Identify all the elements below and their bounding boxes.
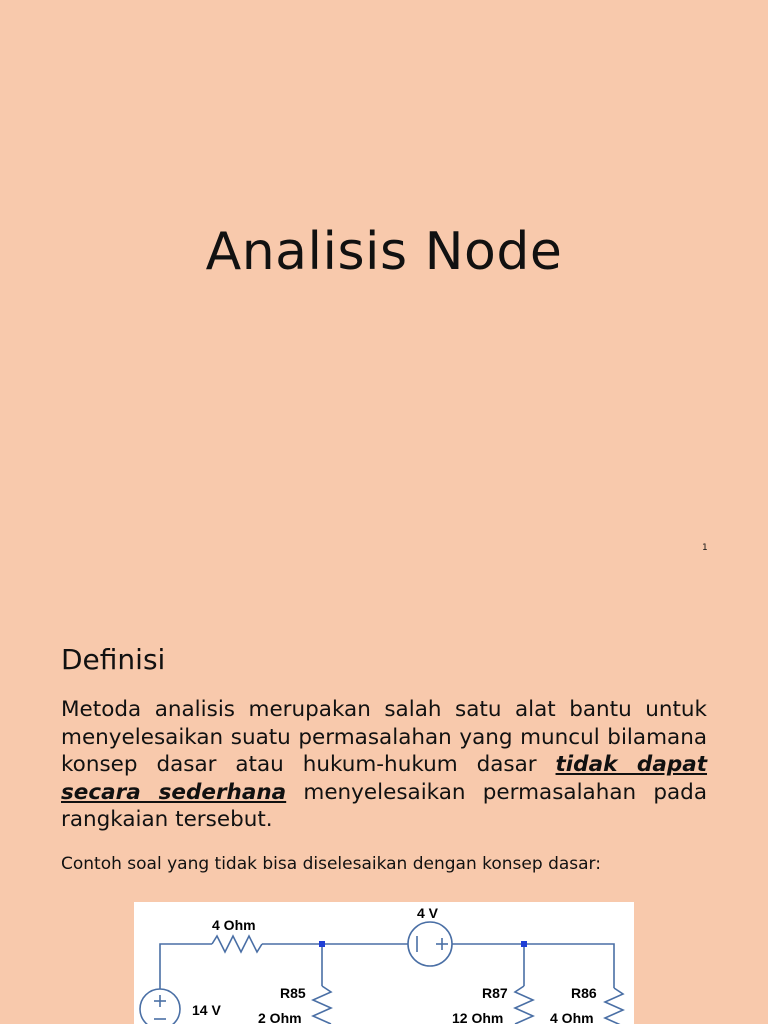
- example-caption: Contoh soal yang tidak bisa diselesaikan dengan konsep dasar:: [61, 854, 601, 874]
- circuit-svg: [134, 902, 634, 1024]
- label-top-source: 4 V: [417, 905, 439, 921]
- circuit-diagram: [134, 902, 634, 1024]
- label-r85-value: 2 Ohm: [258, 1010, 302, 1024]
- paragraph-text-start: Metoda analisis merupakan salah satu alat bantu untuk menyelesaikan suatu permasalahan yang muncul bilamana konsep dasar atau hukum-hukum dasar: [61, 697, 707, 777]
- label-r87-name: R87: [482, 985, 508, 1001]
- label-r85-name: R85: [280, 985, 306, 1001]
- resistor-r87: [515, 986, 533, 1024]
- node-2: [521, 941, 527, 947]
- definition-paragraph: [61, 696, 707, 834]
- resistor-r86: [605, 988, 623, 1024]
- slide-2: [0, 600, 768, 1024]
- label-r86-name: R86: [571, 985, 597, 1001]
- label-left-source: 14 V: [192, 1002, 221, 1018]
- label-r87-value: 12 Ohm: [452, 1010, 504, 1024]
- section-heading: Definisi: [61, 643, 166, 676]
- slide-title: Analisis Node: [205, 222, 563, 282]
- paragraph-emphasis: tidak dapat secara sederhana: [61, 752, 708, 805]
- resistor-top: [212, 936, 262, 952]
- paragraph-text-end: menyelesaikan permasalahan pada rangkaian tersebut.: [61, 779, 708, 832]
- page-number: 1: [702, 543, 708, 553]
- node-1: [319, 941, 325, 947]
- wire-top-right: [452, 944, 614, 988]
- resistor-r85: [313, 986, 331, 1024]
- label-r86-value: 4 Ohm: [550, 1010, 594, 1024]
- label-top-resistor: 4 Ohm: [212, 917, 256, 933]
- circuit-wires: [160, 944, 614, 1003]
